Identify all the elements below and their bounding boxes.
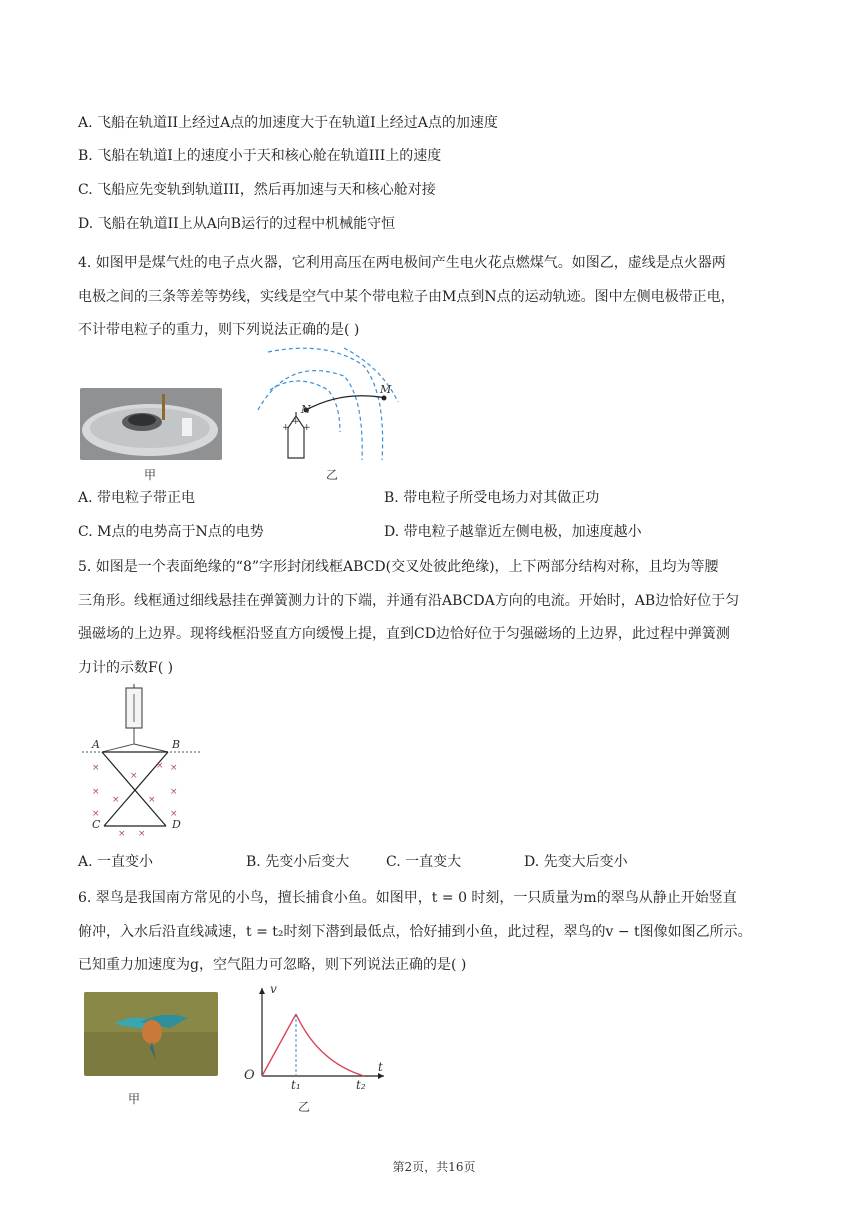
q5-stem-line1: 5. 如图是一个表面绝缘的“8”字形封闭线框ABCD(交叉处彼此绝缘)，上下两部分结构对称，且均为等腰 — [78, 559, 719, 575]
svg-text:×: × — [118, 829, 126, 839]
label-m: M — [380, 383, 392, 396]
q3-option-d: D. 飞船在轨道II上从A向B运行的过程中机械能守恒 — [78, 216, 396, 232]
q3-option-a: A. 飞船在轨道II上经过A点的加速度大于在轨道I上经过A点的加速度 — [78, 115, 498, 131]
q6-stem-line3: 已知重力加速度为g，空气阻力可忽略，则下列说法正确的是( ) — [78, 957, 467, 973]
label-d: D — [172, 818, 181, 831]
q5-stem-line2: 三角形。线框通过细线悬挂在弹簧测力计的下端，并通有沿ABCDA方向的电流。开始时，AB边恰好位于匀 — [78, 593, 740, 609]
q4-option-c: C. M点的电势高于N点的电势 — [78, 524, 264, 540]
q4-stem-line1: 4. 如图甲是煤气灶的电子点火器，它利用高压在两电极间产生电火花点燃煤气。如图乙，虚线是点火器两 — [78, 255, 726, 271]
axis-t-label: t — [378, 1060, 383, 1074]
figure-yi-caption: 乙 — [326, 468, 339, 482]
label-c: C — [92, 818, 101, 831]
q3-option-c: C. 飞船应先变轨到轨道III，然后再加速与天和核心舱对接 — [78, 182, 436, 198]
q4-option-d: D. 带电粒子越靠近左侧电极，加速度越小 — [384, 524, 642, 540]
figure-jia-caption-2: 甲 — [128, 1092, 141, 1106]
label-b: B — [172, 738, 181, 751]
svg-text:×: × — [92, 763, 100, 773]
tick-t1-label: t₁ — [291, 1078, 301, 1092]
q3-option-b: B. 飞船在轨道I上的速度小于天和核心舱在轨道III上的速度 — [78, 148, 442, 164]
q5-option-b: B. 先变小后变大 — [246, 854, 350, 870]
svg-text:×: × — [92, 787, 100, 797]
figure-jia-caption: 甲 — [144, 468, 157, 482]
q5-stem-line4: 力计的示数F( ) — [78, 660, 174, 676]
svg-text:×: × — [156, 761, 164, 771]
stove-igniter-photo — [80, 388, 222, 460]
svg-text:+: + — [282, 423, 290, 433]
q5-option-a: A. 一直变小 — [78, 854, 154, 870]
figure-yi-caption-2: 乙 — [298, 1100, 311, 1114]
vt-graph — [238, 982, 388, 1092]
svg-text:×: × — [112, 795, 120, 805]
figure-eight-coil-diagram — [82, 684, 202, 840]
label-n: N — [301, 403, 311, 416]
q4-option-a: A. 带电粒子带正电 — [78, 490, 196, 506]
page-footer: 第2页，共16页 — [392, 1160, 476, 1174]
q5-stem-line3: 强磁场的上边界。现将线框沿竖直方向缓慢上提，直到CD边恰好位于匀强磁场的上边界，此过程中弹簧测 — [78, 626, 730, 642]
origin-label: O — [244, 1068, 255, 1083]
svg-text:×: × — [92, 809, 100, 819]
q4-stem-line2: 电极之间的三条等差等势线，实线是空气中某个带电粒子由M点到N点的运动轨迹。图中左侧电极带正电， — [78, 289, 735, 305]
q4-stem-line3: 不计带电粒子的重力，则下列说法正确的是( ) — [78, 322, 360, 338]
svg-text:×: × — [170, 809, 178, 819]
svg-text:×: × — [170, 787, 178, 797]
tick-t2-label: t₂ — [356, 1078, 366, 1092]
svg-text:+: + — [292, 417, 300, 427]
kingfisher-photo — [84, 992, 218, 1076]
svg-text:+: + — [303, 423, 311, 433]
q5-option-c: C. 一直变大 — [386, 854, 462, 870]
q5-option-d: D. 先变大后变小 — [524, 854, 628, 870]
svg-text:×: × — [138, 829, 146, 839]
q6-stem-line1: 6. 翠鸟是我国南方常见的小鸟，擅长捕食小鱼。如图甲，t = 0 时刻，一只质量为m的翠鸟从静止开始竖直 — [78, 890, 737, 906]
axis-v-label: v — [270, 982, 277, 996]
label-a: A — [92, 738, 100, 751]
equipotential-diagram — [248, 342, 408, 464]
svg-text:×: × — [148, 795, 156, 805]
q4-option-b: B. 带电粒子所受电场力对其做正功 — [384, 490, 600, 506]
svg-text:×: × — [170, 763, 178, 773]
q6-stem-line2: 俯冲，入水后沿直线减速，t = t₂时刻下潜到最低点，恰好捕到小鱼，此过程，翠鸟的v − t图像如图乙所示。 — [78, 924, 752, 940]
svg-text:×: × — [130, 771, 138, 781]
